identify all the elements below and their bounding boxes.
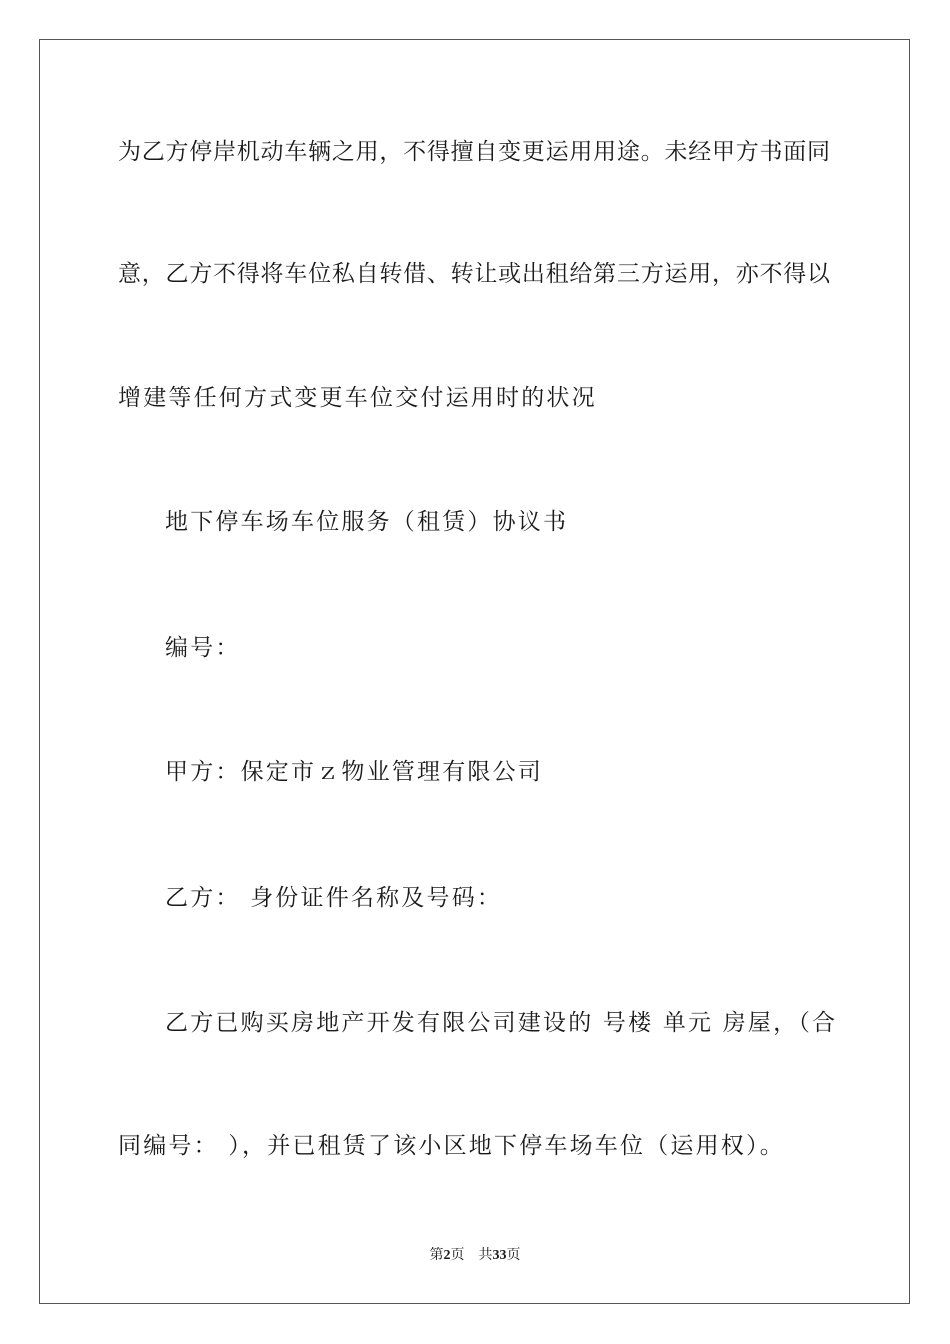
page-number: 2 [443,1248,451,1263]
page-suffix: 页 [450,1248,465,1263]
total-pages: 33 [492,1248,507,1263]
document-title: 地下停车场车位服务（租赁）协议书 [165,509,569,535]
page-frame [39,39,910,1304]
total-prefix: 共 [478,1248,493,1263]
page-prefix: 第 [429,1248,444,1263]
page-footer [0,1246,950,1266]
body-text-line-2: 意，乙方不得将车位私自转借、转让或出租给第三方运用，亦不得以 [118,261,830,287]
party-b-line: 乙方： 身份证件名称及号码： [165,885,503,911]
total-suffix: 页 [506,1248,521,1263]
body-text-line-3: 增建等任何方式变更车位交付运用时的状况 [118,385,597,411]
body-text-line-1: 为乙方停岸机动车辆之用，不得擅自变更运用用途。未经甲方书面同 [118,139,830,165]
purchase-statement-line-2: 同编号： ），并已租赁了该小区地下停车场车位（运用权）。 [118,1133,785,1159]
contract-number-label: 编号： [165,635,241,661]
purchase-statement-line-1: 乙方已购买房地产开发有限公司建设的 号楼 单元 房屋，（合 [165,1010,838,1036]
party-a-line: 甲方：保定市ｚ物业管理有限公司 [165,759,543,785]
